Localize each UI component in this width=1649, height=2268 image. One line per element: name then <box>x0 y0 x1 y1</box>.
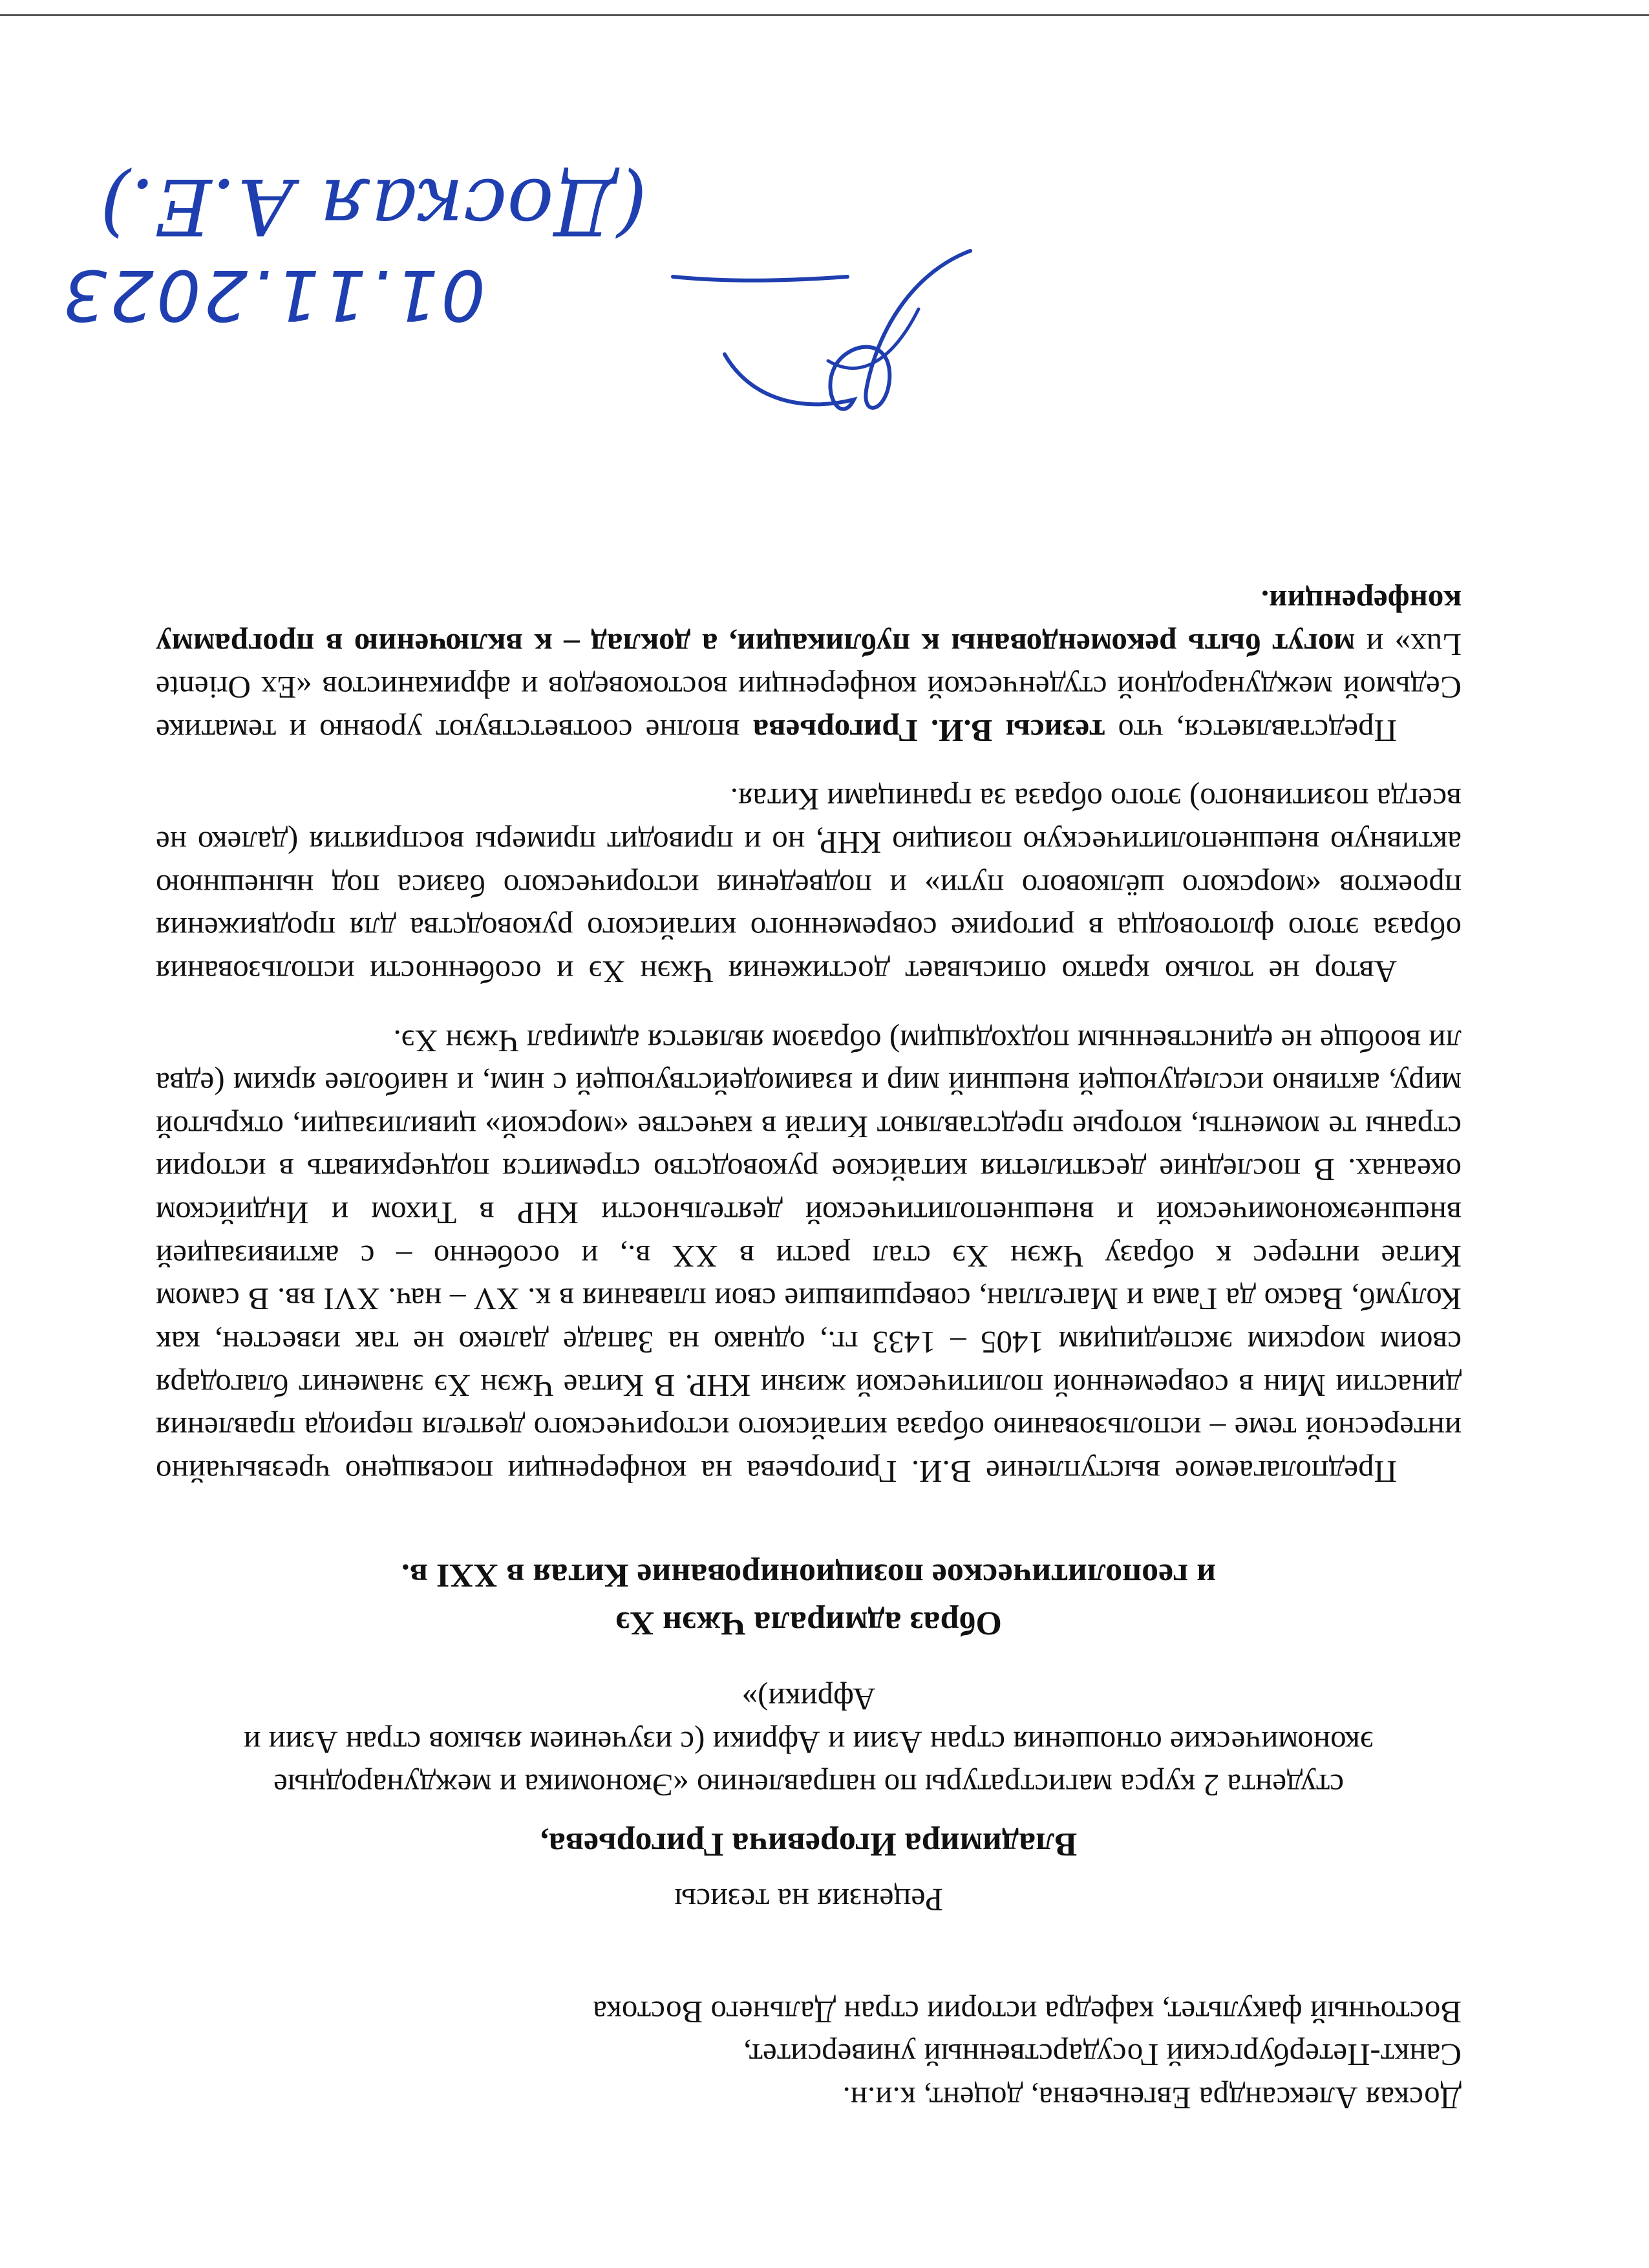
reviewer-line-3: Восточный факультет, кафедра истории стран Дальнего Востока <box>593 1994 1462 2030</box>
topic-line-2: и геополитическое позиционирование Китая в XXI в. <box>401 1556 1217 1594</box>
conclusion-part-2: вполне соответствуют уровню и тематике Седьмой международной студенческой конференции востоковедов и африканистов «Ex Oriente Lux» и <box>156 626 1462 749</box>
reviewer-block <box>156 1990 1462 2119</box>
handwritten-date: 01.11.2023 <box>59 254 485 335</box>
topic-line-1: Образ адмирала Чжэн Хэ <box>615 1604 1002 1642</box>
reviewer-line-2: Санкт-Петербургский Государственный университет, <box>743 2037 1462 2073</box>
student-info-line-3: Африки)» <box>741 1682 876 1718</box>
student-info-line-1: студента 2 курса магистратуры по направлению «Экономика и международные <box>273 1768 1344 1804</box>
conclusion-paragraph <box>156 579 1462 752</box>
handwritten-name: (Доская А.Е.) <box>100 161 647 251</box>
reviewer-line-1: Доская Александра Евгеньевна, доцент, к.и.н. <box>842 2081 1462 2116</box>
student-name: Владимира Игоревича Григорьева, <box>540 1826 1078 1863</box>
student-info <box>156 1678 1462 1807</box>
conclusion-bold-2: могут быть рекомендованы к публикации, а доклад – к включению в программу конференции. <box>156 584 1462 663</box>
conclusion <box>156 579 1462 752</box>
review-title: Рецензия на тезисы <box>674 1882 943 1919</box>
student-info-line-2: экономические отношения стран Азии и Африки (с изучением языков стран Азии и <box>244 1724 1374 1760</box>
conclusion-bold-1: тезисы В.И. Григорьева <box>752 712 1105 749</box>
conclusion-part-1: Представляется, что <box>1105 712 1397 749</box>
thesis-topic <box>156 1551 1462 1647</box>
paragraph-2: Автор не только кратко описывает достижения Чжэн Хэ и особенности использования образа этого флотоводца в риторике современного китайского руководства для продвижения проектов «морского шёлкового пути» и подведения исторического базиса под нынешнюю активную внешнеполитическую позицию КНР, но и приводит примеры восприятия (далеко не всегда позитивного) этого образа за границами Китая. <box>156 782 1462 990</box>
review-body <box>156 778 1462 1493</box>
paragraph-1: Предполагаемое выступление В.И. Григорьева на конференции посвящено чрезвычайно интересной теме – использованию образа китайского исторического деятеля периода правления династии Мин в современной политической жизни КНР. В Китае Чжэн Хэ знаменит благодаря своим морским экспедициям 1405 – 1433 гг., однако на Западе далеко не так известен, как Колумб, Васко да Гама и Магеллан, совершившие свои плавания в к. XV – нач. XVI вв. В самом Китае интерес к образу Чжэн Хэ стал расти в XX в., и особенно – с активизацией внешнеэкономической и внешнеполитической деятельности КНР в Тихом и Индийском океанах. В последние десятилетия китайское руководство стремится подчеркивать в истории страны те моменты, которые представляют Китай в качестве «морской» цивилизации, открытой миру, активно исследующей внешний мир и взаимодействующей с ним, и наиболее ярким (едва ли вообще не единственным подходящим) образом является адмирал Чжэн Хэ. <box>156 1023 1462 1490</box>
handwritten-signature <box>634 225 996 438</box>
document-content <box>156 579 1462 2119</box>
signature-area <box>20 122 1345 484</box>
